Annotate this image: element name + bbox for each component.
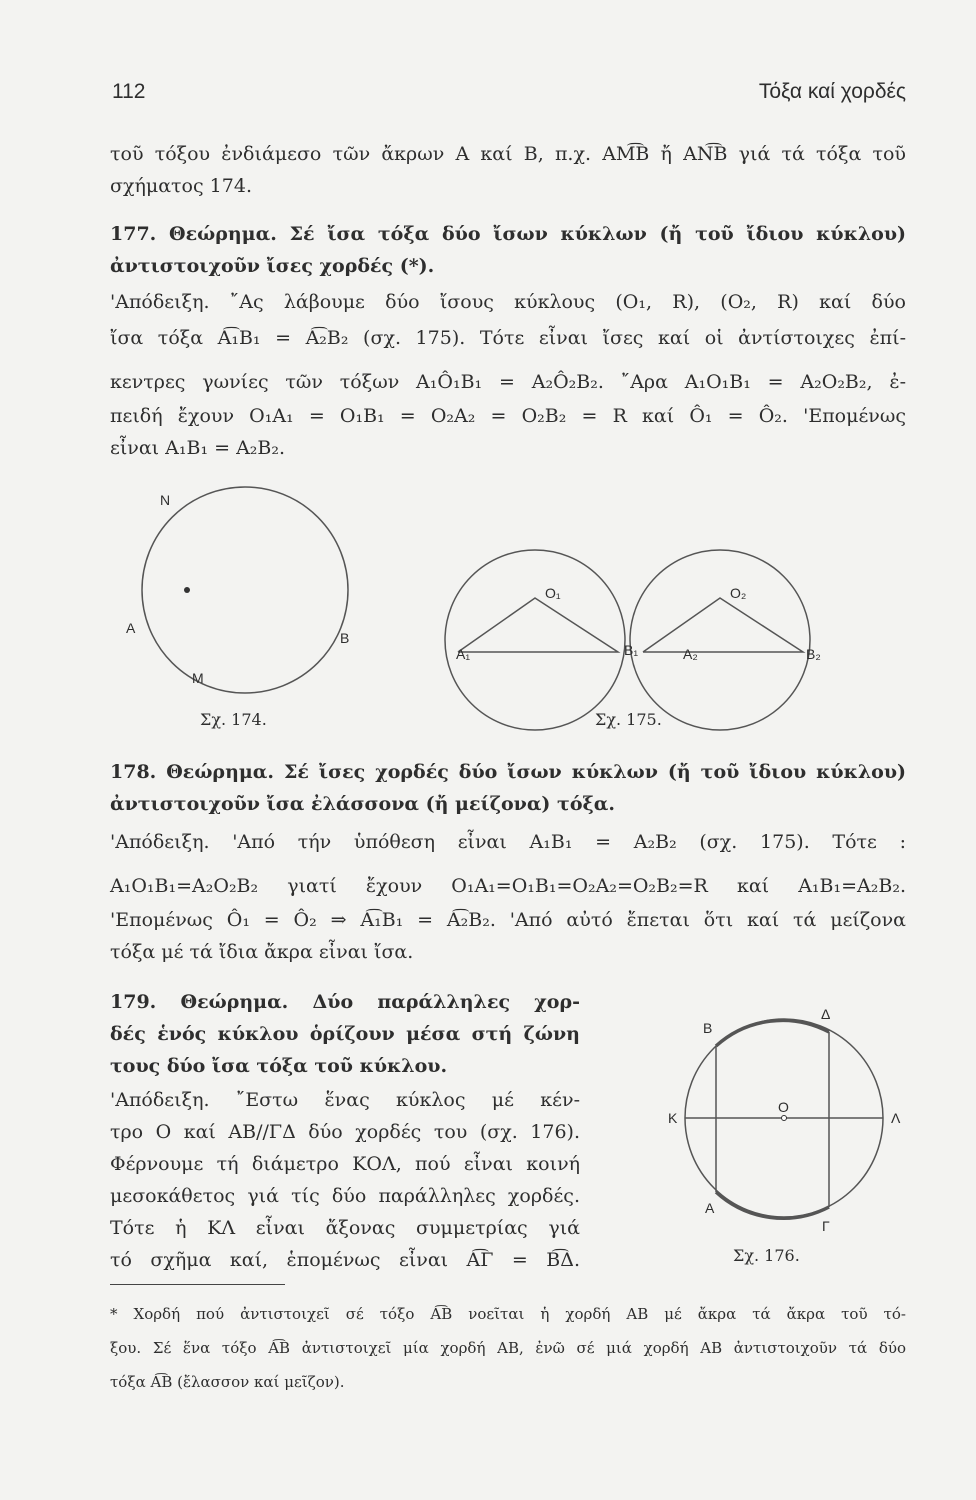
theorem-179-title: 179. Θεώρημα. Δύο παράλληλες χορ- [110,991,580,1013]
text-line: κεντρες γωνίες τῶν τόξων Α₁Ô₁Β₁ = Α₂Ô₂Β₂. ῎Αρα Α₁Ο₁Β₁ = Α₂Ο₂Β₂, ἐ- [110,371,906,393]
text-line: εἶναι Α₁Β₁ = Α₂Β₂. [110,437,286,459]
text-line: Φέρνουμε τή διάμετρο ΚΟΛ, πού εἶναι κοινή [110,1153,580,1175]
label-B2: B₂ [806,646,821,662]
footnote-line: * Χορδή πού ἀντιστοιχεῖ σέ τόξο Α͡Β νοεῖται ἡ χορδή ΑΒ μέ ἄκρα τά ἄκρα τοῦ τό- [110,1305,906,1323]
arc-BD [716,1020,829,1046]
text-line: 'Απόδειξη. ῎Ας λάβουμε δύο ἴσους κύκλους (O₁, R), (O₂, R) καί δύο [110,291,906,313]
theorem-177-title: 177. Θεώρημα. Σέ ἴσα τόξα δύο ἴσων κύκλων (ἤ τοῦ ἴδιου κύκλου) [110,223,906,245]
fig175-circle-2 [630,550,810,730]
theorem-179-title: τους δύο ἴσα τόξα τοῦ κύκλου. [110,1055,448,1077]
text-line: 'Απόδειξη. 'Από τήν ὑπόθεση εἶναι Α₁Β₁ = Α₂Β₂ (σχ. 175). Τότε : [110,831,906,853]
running-title: Τόξα καί χορδές [758,80,906,103]
text-line: σχήματος 174. [110,175,252,197]
fig175-triangle-1 [458,598,618,652]
text-line: τοῦ τόξου ἐνδιάμεσο τῶν ἄκρων Α καί Β, π.χ. ΑΜ͡Β ἤ ΑΝ͡Β γιά τά τόξα τοῦ [110,143,906,165]
footnote-divider [110,1284,285,1285]
label-A1: A₁ [456,646,471,662]
text-line: τόξα μέ τά ἴδια ἄκρα εἶναι ἴσα. [110,941,414,963]
label-A2: A₂ [683,646,698,662]
label-D: Δ [821,1006,831,1022]
fig174-caption: Σχ. 174. [200,710,267,729]
text-line: μεσοκάθετος γιά τίς δύο παράλληλες χορδές. [110,1185,580,1207]
fig176-caption: Σχ. 176. [733,1246,800,1265]
text-line: τό σχῆμα καί, ἑπομένως εἶναι Α͡Γ = Β͡Δ. [110,1249,580,1271]
label-B1: B₁ [624,642,639,658]
text-line: 'Απόδειξη. ῎Εστω ἕνας κύκλος μέ κέν- [110,1089,580,1111]
label-B: B [340,630,350,646]
text-line: πειδή ἔχουν Ο₁Α₁ = Ο₁Β₁ = Ο₂Α₂ = Ο₂Β₂ = R καί Ô₁ = Ô₂. 'Επομένως [110,405,906,427]
theorem-177-title: ἀντιστοιχοῦν ἴσες χορδές (*). [110,255,435,277]
theorem-179-title: δές ἑνός κύκλου ὁρίζουν μέσα στή ζώνη [110,1023,580,1045]
label-K: K [668,1110,678,1126]
label-A: A [126,620,136,636]
text-line: Α₁Ο₁Β₁=Α₂Ο₂Β₂ γιατί ἔχουν Ο₁Α₁=Ο₁Β₁=Ο₂Α₂=Ο₂Β₂=R καί Α₁Β₁=Α₂Β₂. [110,875,906,897]
label-G: Γ [822,1218,830,1234]
text-line: τρο Ο καί ΑΒ//ΓΔ δύο χορδές του (σχ. 176). [110,1121,580,1143]
theorem-178-title: 178. Θεώρημα. Σέ ἴσες χορδές δύο ἴσων κύκλων (ἤ τοῦ ἴδιου κύκλου) [110,761,906,783]
text-line: 'Επομένως Ô₁ = Ô₂ ⇒ Α͡₁Β₁ = Α͡₂Β₂. 'Από αὐτό ἔπεται ὅτι καί τά μείζονα [110,909,906,931]
fig175-circle-1 [445,550,625,730]
text-line: Τότε ἡ ΚΛ εἶναι ἄξονας συμμετρίας γιά [110,1217,580,1239]
theorem-178-title: ἀντιστοιχοῦν ἴσα ἐλάσσονα (ἤ μείζονα) τόξα. [110,793,615,815]
fig174-circle [142,487,348,693]
label-O1: O₁ [545,585,561,601]
footnote-line: ξου. Σέ ἕνα τόξο Α͡Β ἀντιστοιχεῖ μία χορδή ΑΒ, ἐνῶ σέ μιά χορδή ΑΒ ἀντιστοιχοῦν τά δύο [110,1339,906,1357]
label-A: A [705,1200,715,1216]
page-number: 112 [112,80,146,103]
label-N: N [160,492,171,508]
arc-AG [716,1192,829,1218]
label-O2: O₂ [730,585,747,601]
label-M: M [192,670,204,686]
label-B: B [703,1020,713,1036]
fig175-caption: Σχ. 175. [595,710,662,729]
text-line: ἴσα τόξα Α͡₁Β₁ = Α͡₂Β₂ (σχ. 175). Τότε εἶναι ἴσες καί οἱ ἀντίστοιχες ἐπί- [110,327,906,349]
fig175-triangle-2 [643,598,803,652]
label-L: Λ [891,1110,901,1126]
label-O: O [778,1099,789,1115]
footnote-line: τόξα Α͡Β (ἔλασσον καί μεῖζον). [110,1373,345,1391]
